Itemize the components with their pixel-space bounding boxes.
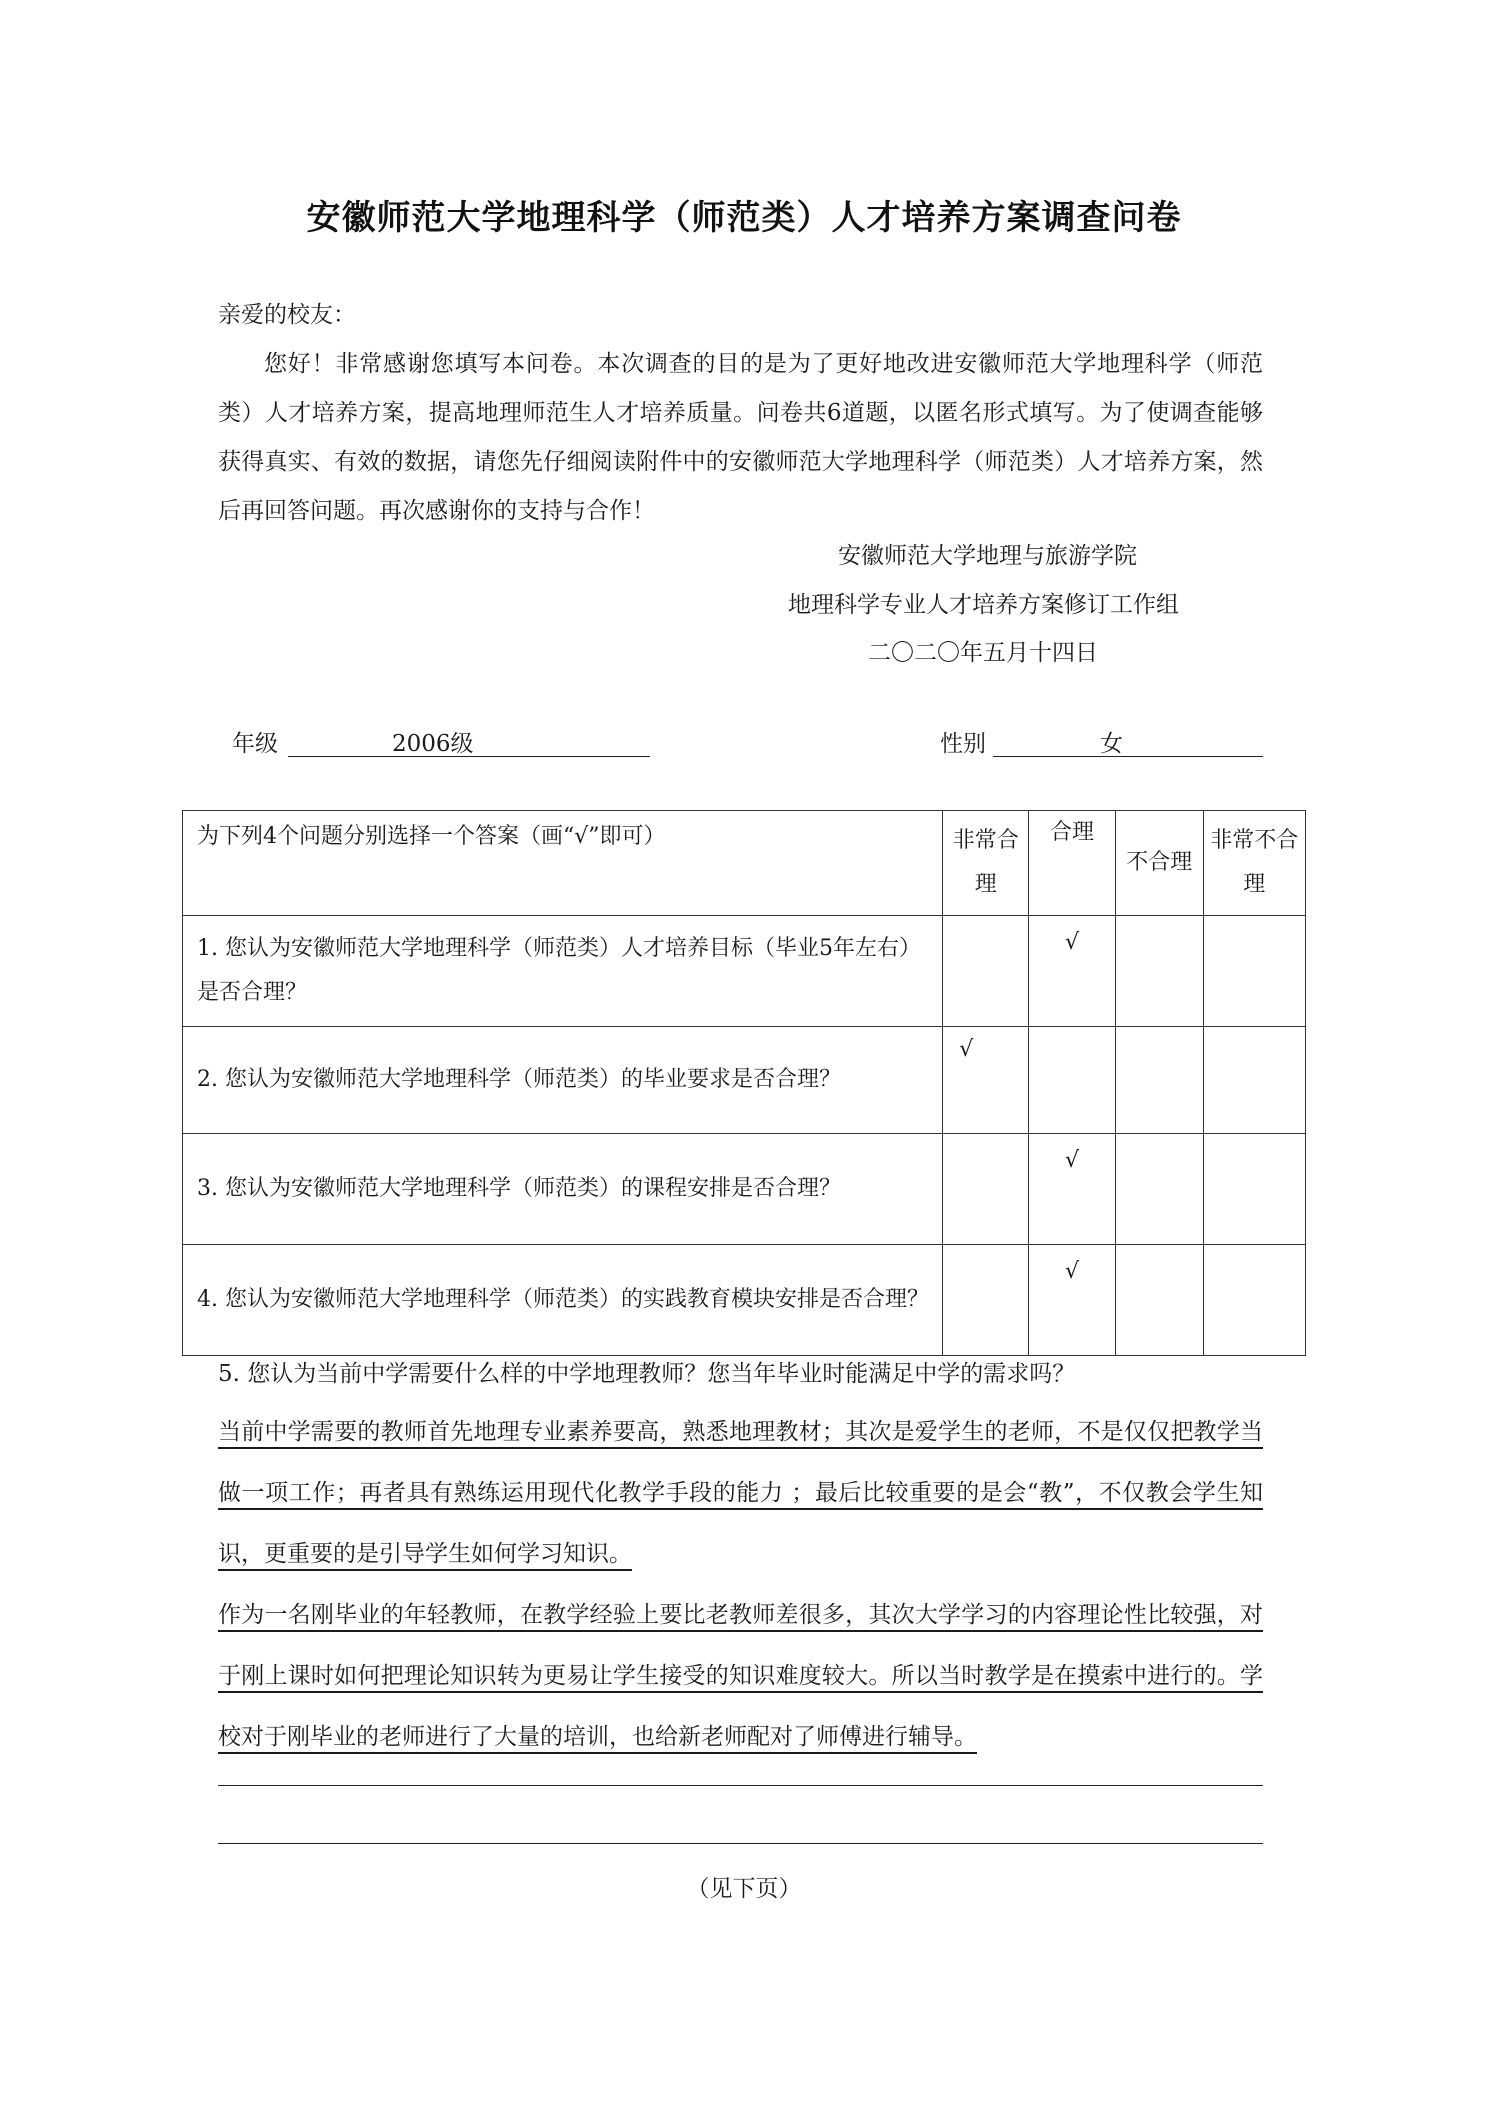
q2-mark-very-unreasonable[interactable] [1203, 1027, 1305, 1134]
question-5: 5. 您认为当前中学需要什么样的中学地理教师？您当年毕业时能满足中学的需求吗？ [218, 1361, 1076, 1387]
q3-mark-very-reasonable[interactable] [943, 1134, 1029, 1245]
answer-blank-line-1 [218, 1785, 1263, 1786]
option-reasonable: 合理 [1029, 811, 1116, 916]
page-footer: （见下页） [686, 1876, 802, 1902]
signature-group: 地理科学专业人才培养方案修订工作组 [788, 592, 1179, 618]
question-5-answer[interactable] [218, 1402, 1263, 1768]
q2-mark-very-reasonable[interactable]: √ [943, 1027, 1029, 1134]
q4-mark-reasonable[interactable]: √ [1029, 1245, 1116, 1356]
answer-paragraph-1: 当前中学需要的教师首先地理专业素养要高，熟悉地理教材；其次是爱学生的老师，不是仅仅把教学当做一项工作；再者具有熟练运用现代化教学手段的能力 ；最后比较重要的是会“教”，不仅教会学生知识，更重要的是引导学生如何学习知识。 [218, 1419, 1263, 1567]
intro-paragraph: 您好！非常感谢您填写本问卷。本次调查的目的是为了更好地改进安徽师范大学地理科学（师范类）人才培养方案，提高地理师范生人才培养质量。问卷共6道题，以匿名形式填写。为了使调查能够获得真实、有效的数据，请您先仔细阅读附件中的安徽师范大学地理科学（师范类）人才培养方案，然后再回答问题。再次感谢你的支持与合作！ [218, 351, 1263, 524]
survey-table [182, 810, 1306, 1356]
page-title: 安徽师范大学地理科学（师范类）人才培养方案调查问卷 [306, 198, 1182, 238]
q4-mark-very-reasonable[interactable] [943, 1245, 1029, 1356]
q1-mark-very-unreasonable[interactable] [1203, 916, 1305, 1027]
table-row [183, 1134, 1306, 1245]
q1-mark-very-reasonable[interactable] [943, 916, 1029, 1027]
gender-underline [993, 756, 1263, 757]
q2-mark-unreasonable[interactable] [1115, 1027, 1203, 1134]
gender-value[interactable]: 女 [1100, 731, 1123, 757]
signature-org: 安徽师范大学地理与旅游学院 [838, 543, 1137, 569]
greeting: 亲爱的校友： [218, 302, 356, 328]
answer-blank-line-2 [218, 1843, 1263, 1844]
q3-mark-very-unreasonable[interactable] [1203, 1134, 1305, 1245]
q3-mark-unreasonable[interactable] [1115, 1134, 1203, 1245]
grade-label: 年级 [232, 731, 278, 757]
q2-mark-reasonable[interactable] [1029, 1027, 1116, 1134]
table-row [183, 1245, 1306, 1356]
signature-date: 二〇二〇年五月十四日 [868, 640, 1098, 666]
q1-mark-unreasonable[interactable] [1115, 916, 1203, 1027]
table-row [183, 916, 1306, 1027]
question-1: 1. 您认为安徽师范大学地理科学（师范类）人才培养目标（毕业5年左右）是否合理？ [183, 916, 943, 1027]
table-header-row [183, 811, 1306, 916]
table-row [183, 1027, 1306, 1134]
option-very-reasonable: 非常合理 [943, 811, 1029, 916]
table-instruction: 为下列4个问题分别选择一个答案（画“√”即可） [183, 811, 943, 916]
question-4: 4. 您认为安徽师范大学地理科学（师范类）的实践教育模块安排是否合理？ [183, 1245, 943, 1356]
q4-mark-very-unreasonable[interactable] [1203, 1245, 1305, 1356]
option-very-unreasonable: 非常不合理 [1203, 811, 1305, 916]
question-3: 3. 您认为安徽师范大学地理科学（师范类）的课程安排是否合理？ [183, 1134, 943, 1245]
answer-paragraph-2: 作为一名刚毕业的年轻教师，在教学经验上要比老教师差很多，其次大学学习的内容理论性比较强，对于刚上课时如何把理论知识转为更易让学生接受的知识难度较大。所以当时教学是在摸索中进行的。学校对于刚毕业的老师进行了大量的培训，也给新老师配对了师傅进行辅导。 [218, 1602, 1263, 1750]
gender-label: 性别 [940, 731, 986, 757]
q3-mark-reasonable[interactable]: √ [1029, 1134, 1116, 1245]
question-2: 2. 您认为安徽师范大学地理科学（师范类）的毕业要求是否合理？ [183, 1027, 943, 1134]
option-unreasonable: 不合理 [1115, 811, 1203, 916]
q1-mark-reasonable[interactable]: √ [1029, 916, 1116, 1027]
grade-value[interactable]: 2006级 [392, 731, 474, 757]
q4-mark-unreasonable[interactable] [1115, 1245, 1203, 1356]
